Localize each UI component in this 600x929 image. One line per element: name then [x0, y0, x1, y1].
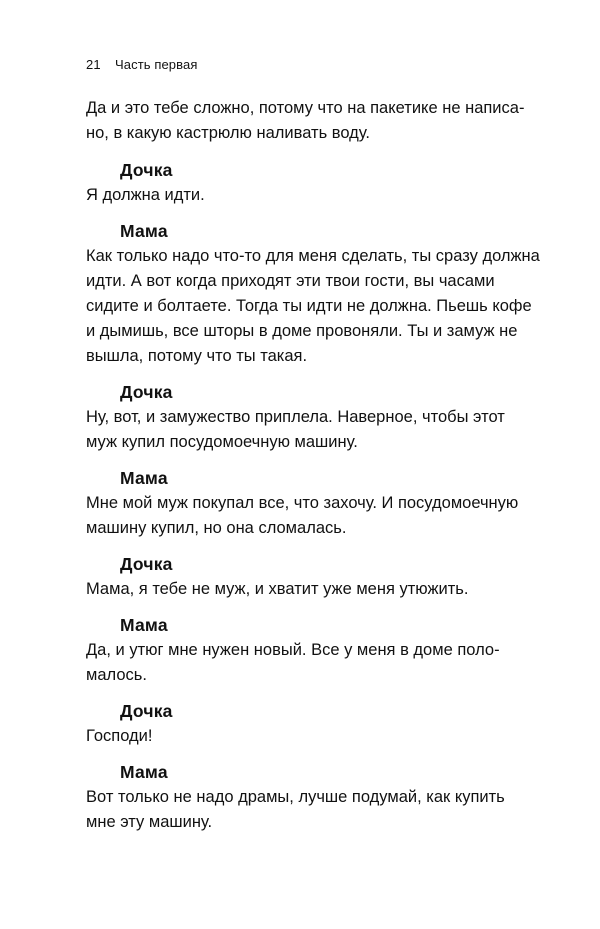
speaker-name: Мама: [120, 468, 168, 488]
dialogue-block-mother: [86, 760, 504, 835]
section-title: Часть первая: [115, 57, 198, 72]
speaker-name: Мама: [120, 762, 168, 782]
text-line: Ну, вот, и замужество приплела. Наверное, чтобы этот: [86, 408, 505, 426]
text-line: муж купил посудомоечную машину.: [86, 433, 358, 451]
page-number: 21: [86, 57, 101, 72]
dialogue-block-opening: [86, 96, 525, 146]
text-line: мне эту машину.: [86, 813, 213, 831]
text-line: машину купил, но она сломалась.: [86, 519, 347, 537]
dialogue-block-mother: [86, 466, 519, 541]
text-line: малось.: [86, 666, 147, 684]
text-line: Да и это тебе сложно, потому что на пакетике не написа-: [86, 99, 525, 117]
text-line: Мне мой муж покупал все, что захочу. И посудомоечную: [86, 494, 519, 512]
dialogue-block-mother: [86, 219, 540, 369]
text-line: идти. А вот когда приходят эти твои гости, вы часами: [86, 272, 495, 290]
dialogue-block-daughter: [86, 552, 504, 602]
dialogue-block-daughter: [86, 380, 504, 455]
text-line: Господи!: [86, 727, 153, 745]
speaker-name: Дочка: [120, 160, 173, 180]
text-line: сидите и болтаете. Тогда ты идти не должна. Пьешь кофе: [86, 297, 532, 315]
running-head: [86, 57, 197, 73]
text-line: Вот только не надо драмы, лучше подумай, как купить: [86, 788, 505, 806]
dialogue-block-mother: [86, 613, 504, 688]
dialogue-text: [86, 96, 540, 835]
text-line: Мама, я тебе не муж, и хватит уже меня утюжить.: [86, 580, 469, 598]
speaker-name: Дочка: [120, 554, 173, 574]
dialogue-block-daughter: [86, 699, 504, 749]
text-line: вышла, потому что ты такая.: [86, 347, 308, 365]
speaker-name: Мама: [120, 615, 168, 635]
speaker-name: Мама: [120, 221, 168, 241]
text-line: Да, и утюг мне нужен новый. Все у меня в доме поло-: [86, 641, 500, 659]
text-line: и дымишь, все шторы в доме провоняли. Ты и замуж не: [86, 322, 518, 340]
speaker-name: Дочка: [120, 382, 173, 402]
text-line: но, в какую кастрюлю наливать воду.: [86, 124, 370, 142]
text-line: Я должна идти.: [86, 186, 205, 204]
speaker-name: Дочка: [120, 701, 173, 721]
text-line: Как только надо что-то для меня сделать, ты сразу должна: [86, 247, 540, 265]
dialogue-block-daughter: [86, 158, 504, 208]
